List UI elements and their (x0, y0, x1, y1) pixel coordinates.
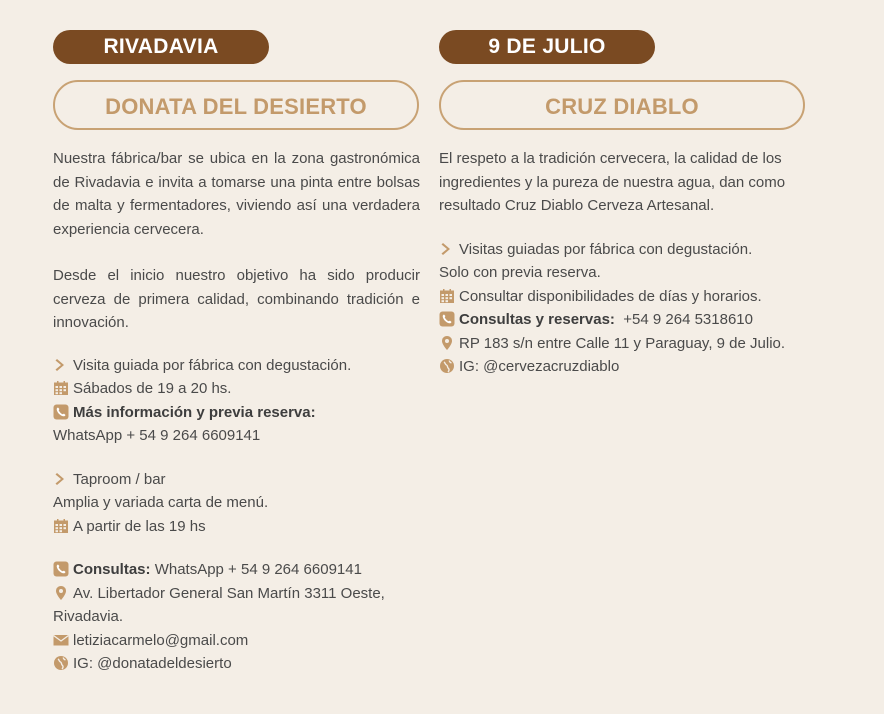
contact-line: Consultas: WhatsApp + 54 9 264 6609141 (53, 558, 420, 582)
calendar-icon (53, 518, 69, 534)
tour-info (439, 238, 806, 379)
taproom-time-line: A partir de las 19 hs (53, 515, 420, 539)
reservation-line: Solo con previa reserva. (439, 264, 601, 281)
mail-icon (53, 632, 69, 648)
chevron-right-icon (53, 471, 69, 487)
globe-icon (439, 358, 455, 374)
address-line: RP 183 s/n entre Calle 11 y Paraguay, 9 de Julio. (439, 332, 806, 356)
description-paragraph: El respeto a la tradición cervecera, la calidad de los ingredientes y la pureza de nuestra agua, dan como resultado Cruz Diablo Cerveza Artesanal. (439, 150, 786, 214)
location-pin-icon (439, 335, 455, 351)
tour-info (53, 354, 420, 448)
globe-icon (53, 655, 69, 671)
tour-line: Visitas guiadas por fábrica con degustación. (439, 238, 806, 262)
info-line: Más información y previa reserva: (53, 401, 420, 425)
brewery-name: CRUZ DIABLO (439, 80, 805, 130)
schedule-line: Sábados de 19 a 20 hs. (53, 377, 420, 401)
phone-icon (53, 561, 69, 577)
description-paragraph: Nuestra fábrica/bar se ubica en la zona gastronómica de Rivadavia e invita a tomarse una pinta entre bolsas de malta y fermentadores, viviendo así una verdadera experiencia cervecera. (53, 150, 420, 238)
district-badge: 9 DE JULIO (439, 30, 655, 64)
district-badge: RIVADAVIA (53, 30, 269, 64)
tour-line: Visita guiada por fábrica con degustación. (53, 354, 420, 378)
availability-line: Consultar disponibilidades de días y horarios. (439, 285, 806, 309)
location-pin-icon (53, 585, 69, 601)
address-line: Av. Libertador General San Martín 3311 Oeste, Rivadavia. (53, 584, 385, 625)
chevron-right-icon (53, 357, 69, 373)
whatsapp-line: WhatsApp + 54 9 264 6609141 (53, 427, 261, 444)
contact-line: Consultas y reservas: +54 9 264 5318610 (439, 308, 806, 332)
menu-line: Amplia y variada carta de menú. (53, 494, 269, 511)
instagram-line: IG: @donatadeldesierto (53, 652, 420, 676)
left-column (53, 30, 420, 676)
phone-icon (53, 404, 69, 420)
right-column (439, 30, 806, 379)
taproom-info (53, 468, 420, 539)
phone-icon (439, 311, 455, 327)
instagram-line: IG: @cervezacruzdiablo (439, 355, 806, 379)
contact-info (53, 558, 420, 676)
brewery-name: DONATA DEL DESIERTO (53, 80, 419, 130)
calendar-icon (439, 288, 455, 304)
calendar-icon (53, 380, 69, 396)
email-line: letiziacarmelo@gmail.com (53, 629, 420, 653)
mission-paragraph: Desde el inicio nuestro objetivo ha sido producir cerveza de primera calidad, combinando tradición e innovación. (53, 267, 420, 331)
taproom-line: Taproom / bar (53, 468, 420, 492)
chevron-right-icon (439, 241, 455, 257)
